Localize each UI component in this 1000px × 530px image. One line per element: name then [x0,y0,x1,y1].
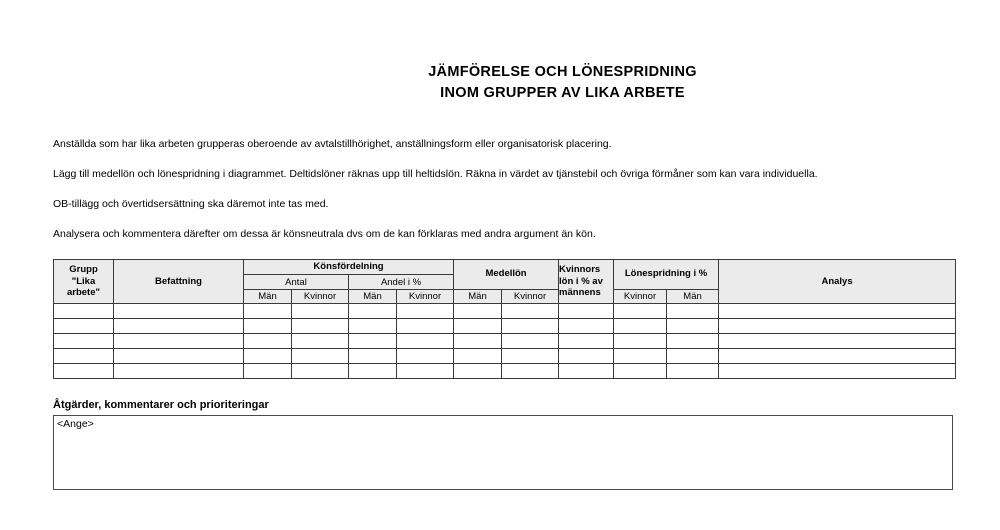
column-header-andel-procent: Andel i % [349,275,454,289]
table-cell[interactable] [454,349,502,364]
page-title-line-1: JÄMFÖRELSE OCH LÖNESPRIDNING [428,64,697,80]
table-cell[interactable] [454,304,502,319]
table-cell[interactable] [114,304,244,319]
table-cell[interactable] [667,349,719,364]
table-row [54,364,956,379]
table-cell[interactable] [54,364,114,379]
table-cell[interactable] [719,364,956,379]
table-cell[interactable] [667,319,719,334]
table-cell[interactable] [54,334,114,349]
intro-paragraph-4: Analysera och kommentera därefter om dessa är könsneutrala dvs om de kan förklaras med andra argument än kön. [53,228,596,240]
table-cell[interactable] [502,319,559,334]
table-cell[interactable] [719,304,956,319]
table-cell[interactable] [454,364,502,379]
table-cell[interactable] [502,349,559,364]
table-cell[interactable] [244,304,292,319]
table-cell[interactable] [559,364,614,379]
table-row [54,319,956,334]
table-header [54,260,956,304]
column-header-kvinnors-lon-line-3: männens [559,287,601,299]
table-cell[interactable] [292,334,349,349]
column-header-kvinnors-lon-line-1: Kvinnors [559,264,601,276]
table-cell[interactable] [54,349,114,364]
page-title [0,62,1000,104]
page-title-line-2: INOM GRUPPER AV LIKA ARBETE [440,85,685,101]
table-cell[interactable] [397,334,454,349]
column-header-antal-kvinnor: Kvinnor [292,289,349,303]
table-cell[interactable] [614,364,667,379]
comparison-table [53,259,956,379]
column-header-medellon-man: Män [454,289,502,303]
table-cell[interactable] [719,319,956,334]
table-cell[interactable] [244,349,292,364]
table-cell[interactable] [397,364,454,379]
table-cell[interactable] [292,304,349,319]
table-cell[interactable] [667,334,719,349]
column-header-befattning: Befattning [114,260,244,304]
table-cell[interactable] [54,304,114,319]
column-header-lonespridning-man: Män [667,289,719,303]
table-cell[interactable] [244,319,292,334]
comments-textarea[interactable] [53,415,953,490]
table-cell[interactable] [397,304,454,319]
column-header-kvinnors-lon-line-2: lön i % av [559,275,603,287]
intro-paragraph-3: OB-tillägg och övertidsersättning ska däremot inte tas med. [53,198,329,210]
table-cell[interactable] [614,319,667,334]
table-cell[interactable] [454,334,502,349]
table-cell[interactable] [292,349,349,364]
table-cell[interactable] [114,349,244,364]
table-cell[interactable] [559,304,614,319]
table-cell[interactable] [667,364,719,379]
table-row [54,334,956,349]
table-cell[interactable] [559,319,614,334]
table-cell[interactable] [349,304,397,319]
table-cell[interactable] [54,319,114,334]
table-cell[interactable] [349,334,397,349]
column-header-lonespridning-kvinnor: Kvinnor [614,289,667,303]
column-header-andel-kvinnor: Kvinnor [397,289,454,303]
table-cell[interactable] [349,364,397,379]
column-header-andel-man: Män [349,289,397,303]
comments-textarea-value[interactable]: <Ange> [57,418,94,430]
column-header-antal: Antal [244,275,349,289]
column-header-medellon-kvinnor: Kvinnor [502,289,559,303]
intro-paragraph-1: Anställda som har lika arbeten grupperas oberoende av avtalstillhörighet, anställningsform eller organisatorisk placering. [53,138,612,150]
intro-paragraph-2: Lägg till medellön och lönespridning i diagrammet. Deltidslöner räknas upp till heltidslön. Räkna in värdet av tjänstebil och övriga förmåner som kan vara individuella. [53,168,818,180]
table-cell[interactable] [559,334,614,349]
column-header-antal-man: Män [244,289,292,303]
table-cell[interactable] [114,334,244,349]
table-cell[interactable] [719,334,956,349]
table-cell[interactable] [614,349,667,364]
column-header-analys: Analys [719,260,956,304]
column-header-grupp [54,260,114,304]
comments-section-label: Åtgärder, kommentarer och prioriteringar [53,399,269,411]
column-header-konsfordelning: Könsfördelning [244,260,454,275]
column-header-kvinnors-lon [559,260,614,304]
table-cell[interactable] [397,319,454,334]
table-cell[interactable] [719,349,956,364]
table-cell[interactable] [614,334,667,349]
column-header-grupp-line-2: "Lika [71,275,96,287]
table-cell[interactable] [502,364,559,379]
column-header-grupp-line-3: arbete" [66,287,101,299]
comparison-table-container [53,259,955,379]
comments-section [53,398,955,490]
column-header-medellon: Medellön [454,260,559,290]
table-cell[interactable] [244,364,292,379]
column-header-grupp-line-1: Grupp [69,264,98,276]
table-row [54,349,956,364]
table-cell[interactable] [667,304,719,319]
table-body [54,304,956,379]
table-cell[interactable] [559,349,614,364]
table-cell[interactable] [244,334,292,349]
table-cell[interactable] [502,304,559,319]
table-cell[interactable] [454,319,502,334]
column-header-lonespridning: Lönespridning i % [614,260,719,290]
intro-text [53,138,953,258]
table-row [54,304,956,319]
table-cell[interactable] [349,319,397,334]
table-cell[interactable] [614,304,667,319]
table-cell[interactable] [114,364,244,379]
table-cell[interactable] [397,349,454,364]
table-header-row-1 [54,260,956,275]
table-cell[interactable] [349,349,397,364]
table-cell[interactable] [114,319,244,334]
table-cell[interactable] [292,364,349,379]
table-cell[interactable] [502,334,559,349]
table-cell[interactable] [292,319,349,334]
